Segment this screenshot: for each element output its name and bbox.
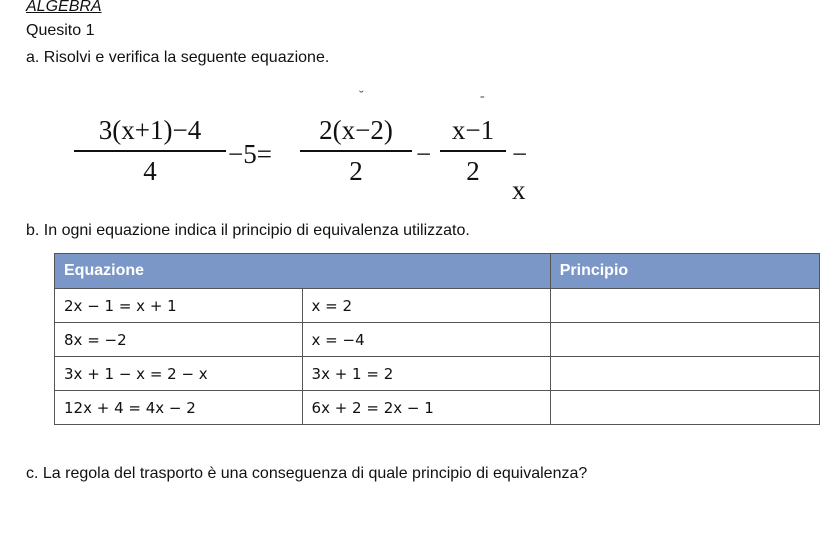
fraction-1-denominator: 4 [143,156,157,186]
table-header-row [55,254,820,289]
header-principio: Principio [550,254,819,289]
principio-cell[interactable] [550,323,819,357]
question-number: Quesito 1 [26,22,95,39]
table-row [55,391,820,425]
fraction-3-denominator: 2 [466,156,480,186]
table-row [55,289,820,323]
subject-title: ALGEBRA [26,0,102,15]
principio-cell[interactable] [550,391,819,425]
part-b-instruction: b. In ogni equazione indica il principio di equivalenza utilizzato. [26,222,470,239]
equivalence-table [54,253,820,425]
stray-mark: ˘ [359,89,364,104]
part-c-question: c. La regola del trasporto è una conseguenza di quale principio di equivalenza? [26,465,588,482]
equation-result: x = −4 [302,323,550,357]
equation-result: x = 2 [302,289,550,323]
table-row [55,323,820,357]
equation-start: 8x = −2 [55,323,303,357]
equation-start: 3x + 1 − x = 2 − x [55,357,303,391]
fraction-2-denominator: 2 [349,156,363,186]
stray-mark: - [480,89,485,104]
operator-minus: − [416,139,432,169]
principio-cell[interactable] [550,357,819,391]
fraction-2-numerator: 2(x−2) [319,115,393,145]
operator-minus-five-equals: −5= [228,139,272,169]
operator-minus-x: − x [512,139,528,205]
equation-start: 2x − 1 = x + 1 [55,289,303,323]
fraction-3-numerator: x−1 [451,115,495,145]
part-a-instruction: a. Risolvi e verifica la seguente equazione. [26,49,330,66]
header-equazione: Equazione [55,254,551,289]
equation-result: 6x + 2 = 2x − 1 [302,391,550,425]
fraction-1-numerator: 3(x+1)−4 [98,115,202,145]
table-row [55,357,820,391]
principio-cell[interactable] [550,289,819,323]
equation-start: 12x + 4 = 4x − 2 [55,391,303,425]
equation-result: 3x + 1 = 2 [302,357,550,391]
